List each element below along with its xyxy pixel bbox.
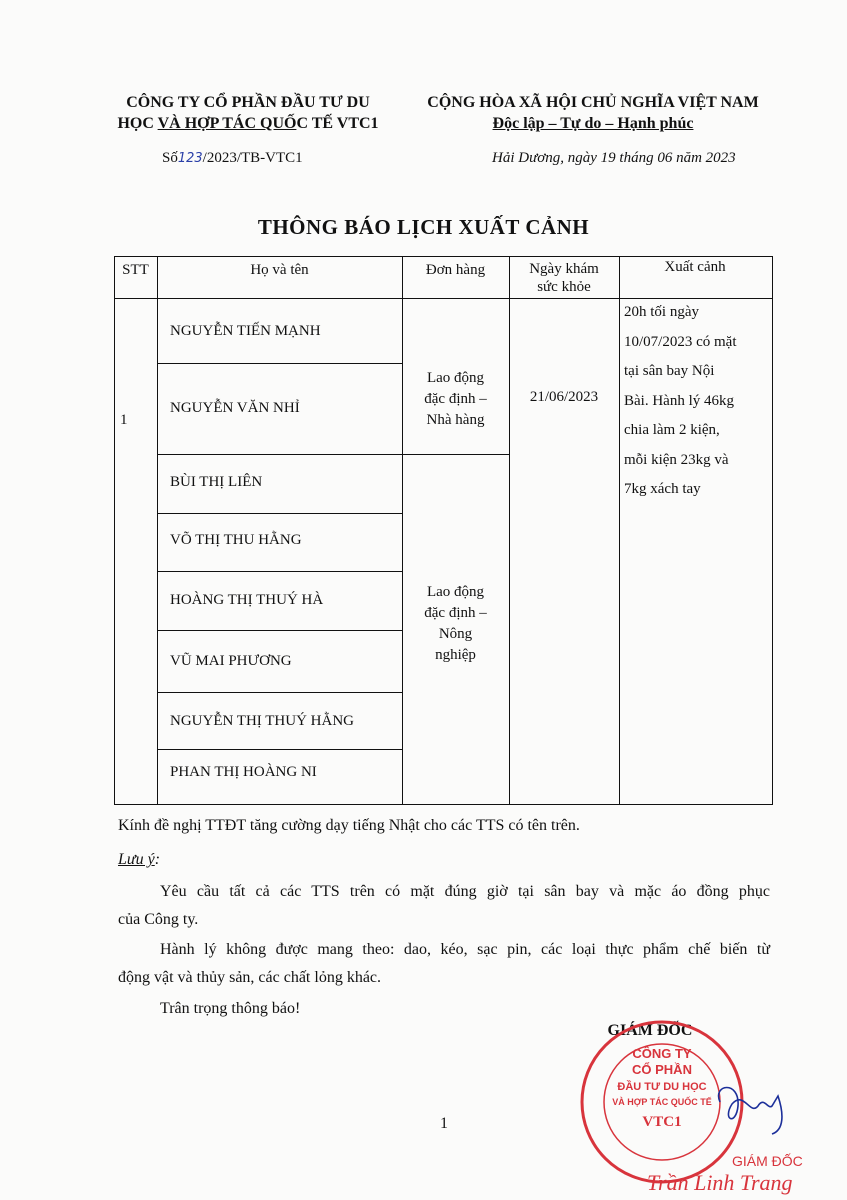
order-group-restaurant: Lao động đặc định – Nhà hàng (424, 370, 487, 428)
country-name: CỘNG HÒA XÃ HỘI CHỦ NGHĨA VIỆT NAM (427, 94, 759, 111)
stamp-line-3: ĐẦU TƯ DU HỌC (617, 1081, 707, 1093)
header-departure: Xuất cảnh (664, 259, 726, 275)
table-row-name: NGUYỄN THỊ THUÝ HẰNG (170, 713, 355, 729)
note-label: Lưu ý: (118, 851, 161, 868)
table-row-name: VŨ MAI PHƯƠNG (170, 653, 292, 669)
stamp-line-2: CỔ PHẦN (632, 1062, 692, 1077)
header-exam-date: Ngày khám sức khỏe (529, 261, 599, 295)
departure-details: 20h tối ngày 10/07/2023 có mặt tại sân bay Nội Bài. Hành lý 46kg chia làm 2 kiện, mỗi kiện 23kg và 7kg xách tay (624, 304, 737, 497)
position-title: GIÁM ĐỐC (607, 1022, 693, 1039)
row-stt: 1 (120, 412, 128, 428)
table-row-name: BÙI THỊ LIÊN (170, 474, 263, 490)
page-number: 1 (440, 1115, 448, 1132)
place-date: Hải Dương, ngày 19 tháng 06 năm 2023 (492, 150, 736, 166)
closing-line: Trân trọng thông báo! (160, 1000, 301, 1017)
table-row-name: PHAN THỊ HOÀNG NI (170, 764, 317, 780)
departure-table (114, 256, 772, 804)
national-heading (398, 92, 788, 134)
table-row-name: NGUYỄN TIẾN MẠNH (170, 323, 321, 339)
header-stt: STT (122, 262, 149, 278)
header-name: Họ và tên (250, 262, 309, 278)
stamp-line-1: CÔNG TY (632, 1046, 692, 1061)
company-stamp (572, 1010, 832, 1200)
national-motto: Độc lập – Tự do – Hạnh phúc (492, 115, 694, 132)
handwritten-number: 123 (177, 151, 203, 166)
signer-name: Trần Linh Trang (647, 1170, 793, 1195)
company-name-line1: CÔNG TY CỔ PHẦN ĐẦU TƯ DU (126, 94, 370, 111)
table-row-name: HOÀNG THỊ THUÝ HÀ (170, 592, 324, 608)
stamp-line-5: VTC1 (642, 1114, 682, 1130)
company-name (98, 92, 398, 134)
header-order: Đơn hàng (425, 262, 486, 278)
document-number: Số123/2023/TB-VTC1 (162, 150, 303, 166)
exam-date: 21/06/2023 (529, 389, 599, 405)
signature-scribble (719, 1088, 782, 1135)
document-title: THÔNG BÁO LỊCH XUẤT CẢNH (257, 215, 590, 239)
company-name-line2: HỌC VÀ HỢP TÁC QUỐC TẾ VTC1 (117, 115, 379, 132)
table-row-name: NGUYỄN VĂN NHỈ (170, 400, 300, 416)
stamp-line-4: VÀ HỢP TÁC QUỐC TẾ (612, 1097, 712, 1107)
note-paragraph-luggage: Hành lý không được mang theo: dao, kéo, sạc pin, các loại thực phẩm chế biến từ động vật và thủy sản, các chất lỏng khác. (118, 941, 770, 986)
note-paragraph-uniform: Yêu cầu tất cả các TTS trên có mặt đúng giờ tại sân bay và mặc áo đồng phục của Công ty. (118, 883, 770, 928)
stamp-position-title: GIÁM ĐỐC (732, 1153, 803, 1169)
table-row-name: VÕ THỊ THU HẰNG (170, 532, 302, 548)
order-group-agriculture: Lao động đặc định – Nông nghiệp (424, 584, 487, 663)
request-paragraph: Kính đề nghị TTĐT tăng cường dạy tiếng Nhật cho các TTS có tên trên. (118, 817, 580, 834)
